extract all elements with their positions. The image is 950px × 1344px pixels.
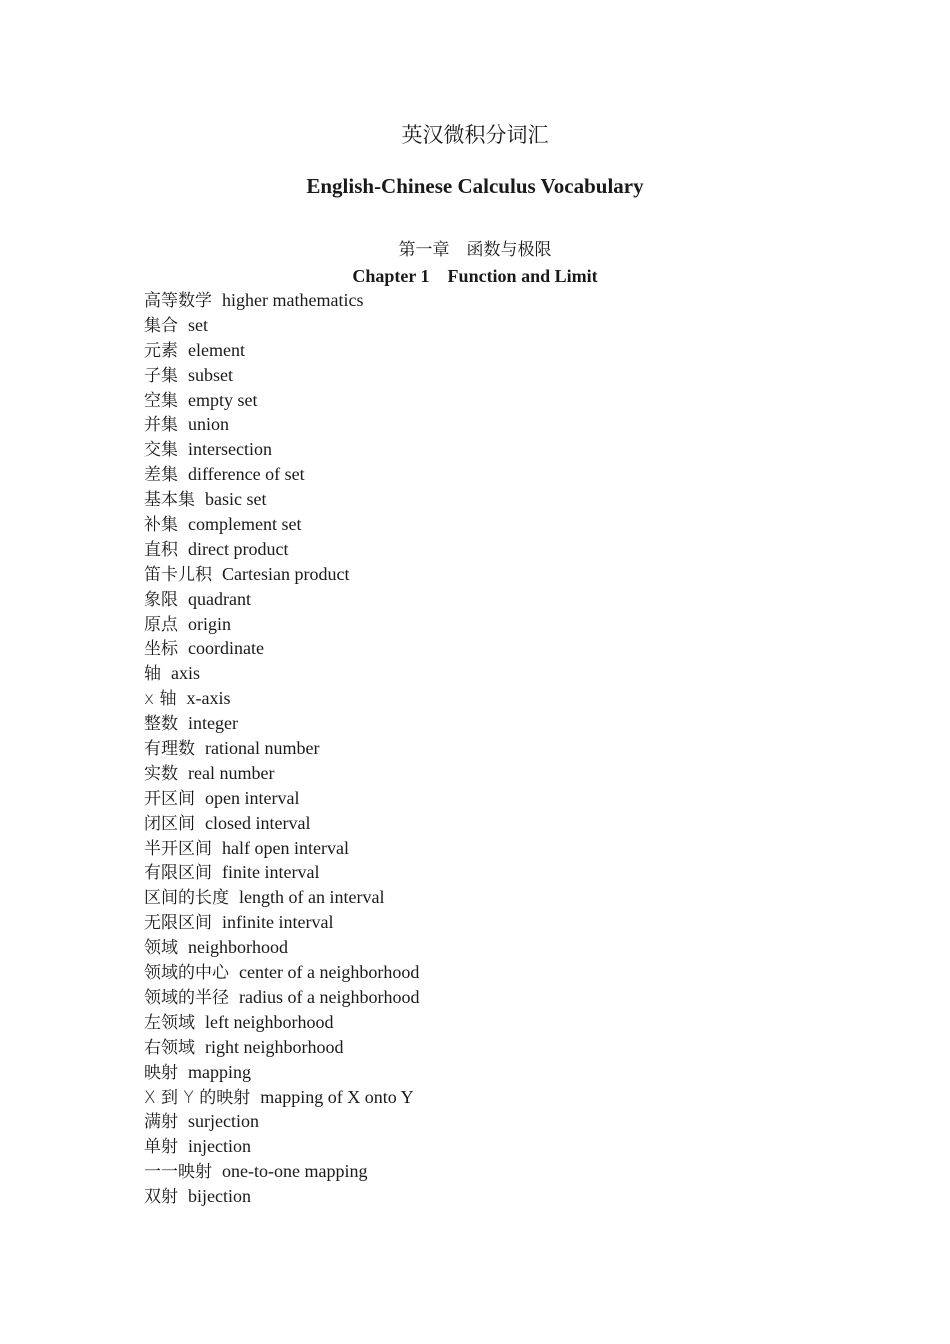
- term-chinese: X 到 Y 的映射: [144, 1087, 251, 1108]
- term-english: coordinate: [188, 638, 264, 659]
- term-chinese: 元素: [144, 340, 178, 361]
- term-english: mapping: [188, 1061, 251, 1082]
- term-chinese: 整数: [144, 714, 178, 735]
- vocabulary-entry: [144, 1035, 419, 1060]
- term-chinese: 区间的长度: [144, 888, 229, 909]
- vocabulary-entry: [144, 1134, 419, 1159]
- term-chinese: 并集: [144, 415, 178, 436]
- vocabulary-entry: [144, 612, 419, 637]
- term-english: half open interval: [222, 837, 349, 858]
- term-chinese: 一一映射: [144, 1162, 212, 1183]
- term-english: set: [188, 314, 208, 335]
- term-chinese: 交集: [144, 440, 178, 461]
- term-english: union: [188, 414, 230, 435]
- term-english: injection: [188, 1136, 251, 1157]
- vocabulary-entry: [144, 338, 419, 363]
- vocabulary-entry: [144, 960, 419, 985]
- vocabulary-entry: [144, 1109, 419, 1134]
- term-chinese: 领域的中心: [144, 963, 229, 984]
- vocabulary-entry: [144, 786, 419, 811]
- term-english: mapping of X onto Y: [260, 1086, 414, 1107]
- vocabulary-entry: [144, 562, 419, 587]
- term-chinese: 领域的半径: [144, 987, 229, 1008]
- vocabulary-entry: [144, 288, 419, 313]
- term-chinese: 空集: [144, 390, 178, 411]
- vocabulary-entry: [144, 636, 419, 661]
- vocabulary-entry: [144, 761, 419, 786]
- vocabulary-entry: [144, 1060, 419, 1085]
- term-english: rational number: [205, 738, 320, 759]
- vocabulary-entry: [144, 860, 419, 885]
- term-chinese: 右领域: [144, 1037, 195, 1058]
- term-chinese: 有限区间: [144, 863, 212, 884]
- term-chinese: 左领域: [144, 1012, 195, 1033]
- term-english: direct product: [188, 538, 289, 559]
- term-english: center of a neighborhood: [239, 962, 420, 983]
- term-chinese: 笛卡儿积: [144, 564, 212, 585]
- term-english: neighborhood: [188, 937, 288, 958]
- term-english: one-to-one mapping: [222, 1161, 368, 1182]
- term-chinese: 补集: [144, 515, 178, 536]
- vocabulary-entry: [144, 910, 419, 935]
- term-english: axis: [171, 663, 200, 684]
- vocabulary-entry: [144, 388, 419, 413]
- term-chinese: 双射: [144, 1187, 178, 1208]
- vocabulary-entry: [144, 836, 419, 861]
- vocabulary-entry: [144, 537, 419, 562]
- term-english: bijection: [188, 1186, 251, 1207]
- term-chinese: 轴: [144, 664, 161, 685]
- vocabulary-entry: [144, 1010, 419, 1035]
- term-english: integer: [188, 713, 238, 734]
- term-chinese: 高等数学: [144, 291, 212, 311]
- term-chinese: 直积: [144, 539, 178, 560]
- vocabulary-entry: [144, 363, 419, 388]
- term-english: open interval: [205, 787, 300, 808]
- term-chinese: 基本集: [144, 490, 195, 511]
- term-chinese: 满射: [144, 1112, 178, 1133]
- term-english: length of an interval: [239, 887, 385, 908]
- term-chinese: 象限: [144, 589, 178, 610]
- term-english: finite interval: [222, 862, 320, 883]
- term-english: quadrant: [188, 588, 251, 609]
- term-chinese: 坐标: [144, 639, 178, 660]
- term-chinese: 差集: [144, 465, 178, 486]
- vocabulary-entry: [144, 885, 419, 910]
- term-chinese: 子集: [144, 365, 178, 386]
- term-english: basic set: [205, 489, 267, 510]
- vocabulary-entry: [144, 1184, 419, 1209]
- term-chinese: 集合: [144, 315, 178, 336]
- vocabulary-entry: [144, 487, 419, 512]
- vocabulary-entry: [144, 661, 419, 686]
- vocabulary-entry: [144, 587, 419, 612]
- term-chinese: 实数: [144, 763, 178, 784]
- term-chinese: 领域: [144, 938, 178, 959]
- term-english: Cartesian product: [222, 563, 350, 584]
- term-english: right neighborhood: [205, 1036, 344, 1057]
- term-english: surjection: [188, 1111, 259, 1132]
- term-english: infinite interval: [222, 912, 334, 933]
- term-english: x-axis: [186, 688, 231, 709]
- vocabulary-entry: [144, 935, 419, 960]
- document-title-english: English-Chinese Calculus Vocabulary: [306, 174, 644, 198]
- vocabulary-entry: [144, 985, 419, 1010]
- term-chinese: 无限区间: [144, 913, 212, 934]
- vocabulary-entry: [144, 736, 419, 761]
- vocabulary-entry: [144, 462, 419, 487]
- term-chinese: 映射: [144, 1062, 178, 1083]
- term-chinese: 闭区间: [144, 813, 195, 834]
- vocabulary-entry: [144, 811, 419, 836]
- vocabulary-entry: [144, 711, 419, 736]
- term-english: radius of a neighborhood: [239, 986, 420, 1007]
- term-english: complement set: [188, 514, 302, 535]
- term-english: intersection: [188, 439, 272, 460]
- term-english: empty set: [188, 389, 258, 410]
- term-english: closed interval: [205, 812, 311, 833]
- vocabulary-entry: [144, 412, 419, 437]
- term-english: element: [188, 339, 245, 360]
- vocabulary-list: [144, 288, 419, 1209]
- term-chinese: 开区间: [144, 788, 195, 809]
- vocabulary-entry: [144, 686, 419, 711]
- term-english: subset: [188, 364, 233, 385]
- term-english: difference of set: [188, 464, 305, 485]
- term-english: higher mathematics: [222, 290, 364, 310]
- chapter-heading-english: Chapter 1 Function and Limit: [352, 266, 598, 286]
- vocabulary-entry: [144, 1159, 419, 1184]
- term-chinese: x 轴: [144, 689, 177, 710]
- vocabulary-entry: [144, 437, 419, 462]
- term-chinese: 原点: [144, 614, 178, 635]
- term-english: left neighborhood: [205, 1011, 334, 1032]
- chapter-heading-chinese: 第一章 函数与极限: [398, 240, 552, 260]
- vocabulary-entry: [144, 1085, 419, 1110]
- vocabulary-entry: [144, 512, 419, 537]
- term-chinese: 半开区间: [144, 838, 212, 859]
- vocabulary-entry: [144, 313, 419, 338]
- document-title-chinese: 英汉微积分词汇: [401, 123, 549, 147]
- term-english: origin: [188, 613, 231, 634]
- term-chinese: 有理数: [144, 739, 195, 760]
- term-english: real number: [188, 762, 275, 783]
- term-chinese: 单射: [144, 1137, 178, 1158]
